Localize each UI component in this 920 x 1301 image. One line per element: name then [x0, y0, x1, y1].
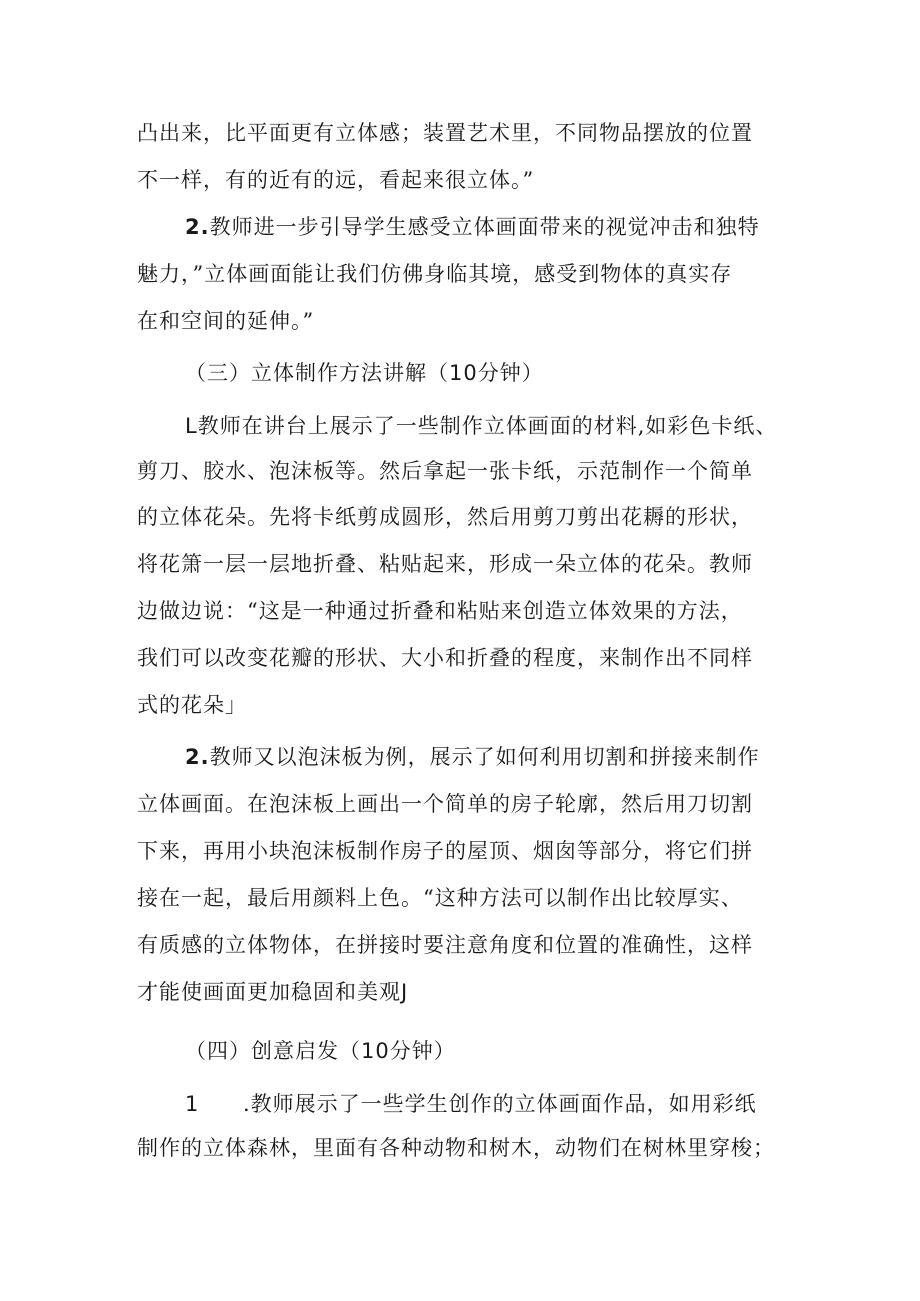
text-line: 不一样，有的近有的远，看起来很立体。” [137, 168, 535, 192]
text-line: 边做边说：“这是一种通过折叠和粘贴来创造立体效果的方法， [137, 599, 743, 623]
text-line: 有质感的立体物体，在拼接时要注意角度和位置的准确性，这样 [137, 933, 753, 957]
heading-text: 分钟） [477, 361, 544, 385]
text-line: 制作的立体森林，里面有各种动物和树木，动物们在树林里穿梭； [137, 1136, 775, 1160]
text-line: 在和空间的延伸。” [137, 309, 315, 333]
paragraph-1-line-1 [185, 412, 777, 440]
text-line: 接在一起，最后用颜料上色。“这种方法可以制作出比较厚实、 [137, 886, 743, 910]
paragraph-1b-line-1 [185, 1090, 757, 1118]
text-run: 教师进一步引导学生感受立体画面带来的视觉冲击和独特 [209, 215, 760, 239]
section-heading-4 [185, 1037, 456, 1065]
text-line: 立体画面。在泡沫板上画出一个简单的房子轮廓，然后用刀切割 [137, 792, 753, 816]
heading-text: （四）创意启发（ [185, 1039, 361, 1063]
text-run: .教师展示了一些学生创作的立体画面作品，如用彩纸 [243, 1092, 757, 1116]
item-number: 1 [185, 1092, 200, 1116]
heading-text: （三）立体制作方法讲解（ [185, 361, 449, 385]
heading-text: 分钟） [389, 1039, 456, 1063]
heading-number: 10 [361, 1039, 390, 1063]
text-run: 教师在讲台上展示了一些制作立体画面的材料,如彩色卡纸、 [197, 414, 778, 438]
text-run: 教师又以泡沫板为例，展示了如何利用切割和拼接来制作 [209, 745, 760, 769]
item-number: 2. [185, 745, 210, 769]
paragraph-2-line-1 [185, 213, 760, 241]
heading-number: 10 [449, 361, 478, 385]
text-run: J [401, 980, 409, 1004]
text-line: 凸出来，比平面更有立体感；装置艺术里，不同物品摆放的位置 [137, 121, 753, 145]
text-line: 魅力，”立体画面能让我们仿佛身临其境，感受到物体的真实存 [137, 262, 733, 286]
text-line: 下来，再用小块泡沫板制作房子的屋顶、烟囱等部分，将它们拼 [137, 839, 753, 863]
paragraph-2b-line-1 [185, 743, 760, 771]
text-line: 剪刀、胶水、泡沫板等。然后拿起一张卡纸，示范制作一个简单 [137, 459, 753, 483]
text-line [137, 978, 408, 1006]
text-line: 将花箫一层一层地折叠、粘贴起来，形成一朵立体的花朵。教师 [137, 552, 753, 576]
item-marker: L [185, 414, 198, 438]
text-line: 我们可以改变花瓣的形状、大小和折叠的程度，来制作出不同样 [137, 646, 753, 670]
item-number: 2. [185, 215, 210, 239]
text-run: 才能使画面更加稳固和美观 [137, 980, 401, 1004]
text-line: 的立体花朵。先将卡纸剪成圆形，然后用剪刀剪出花耨的形状， [137, 505, 753, 529]
section-heading-3 [185, 359, 544, 387]
text-line: 式的花朵」 [137, 693, 247, 717]
